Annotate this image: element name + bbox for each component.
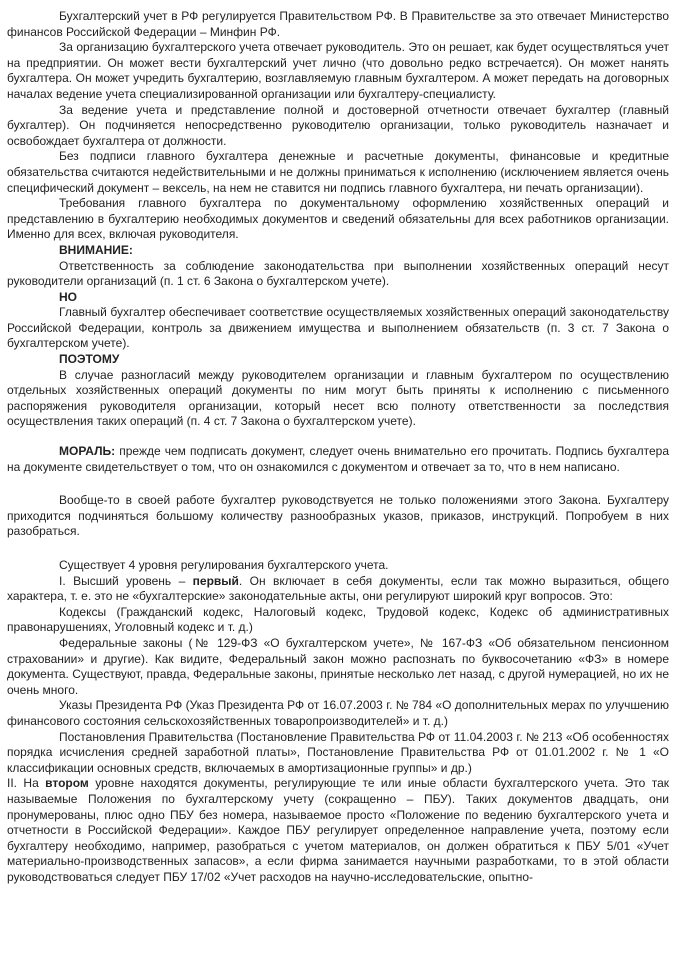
paragraph-text: Без подписи главного бухгалтера денежные и расчетные документы, финансовые и кредитные обязательства считаются недействительными и не должны приниматься к исполнению (исключением является очень специфический документ – вексель, на нем не ставится ни подпись главного бухгалтера, ни печать организации). xyxy=(7,149,669,195)
body-paragraph xyxy=(7,103,669,150)
body-paragraph xyxy=(7,493,669,540)
body-paragraph xyxy=(7,9,669,40)
body-paragraph xyxy=(7,698,669,729)
paragraph-text: . Он включает в себя документы, если так можно выразиться, общего характера, т. е. это не «бухгалтерские» законодательные акты, они регулируют широкий круг вопросов. Это: xyxy=(7,573,669,604)
paragraph-text: Указы Президента РФ (Указ Президента РФ от 16.07.2003 г. № 784 «О дополнительных мерах по улучшению финансового состояния сельскохозяйственных товаропроизводителей» и т. д.) xyxy=(7,698,669,728)
paragraph-text: прежде чем подписать документ, следует очень внимательно его прочитать. Подпись бухгалтера на документе свидетельствует о том, что он ознакомился с документом и отвечает за то, что в нем написано. xyxy=(7,444,669,474)
body-paragraph xyxy=(7,305,669,352)
body-paragraph xyxy=(7,196,669,243)
body-paragraph xyxy=(7,605,669,636)
paragraph-text: II. На xyxy=(7,776,46,791)
paragraph-text: Федеральные законы (№ 129-ФЗ «О бухгалтерском учете», № 167-ФЗ «Об обязательном пенсионном страховании» и другие). Как видите, Федеральный закон можно распознать по буквосочетанию «ФЗ» в номере документа. Существуют, правда, Федеральные законы, принятые несколько лет назад, с другой нумерацией, но их не очень много. xyxy=(7,635,669,697)
paragraph-text: Ответственность за соблюдение законодательства при выполнении хозяйственных операций несут руководители организаций (п. 1 ст. 6 Закона о бухгалтерском учете). xyxy=(7,258,669,289)
body-paragraph xyxy=(7,444,669,475)
paragraph-text: Кодексы (Гражданский кодекс, Налоговый кодекс, Трудовой кодекс, Кодекс об административных правонарушениях, Уголовный кодекс и т. д.) xyxy=(7,604,669,635)
paragraph-text: Вообще-то в своей работе бухгалтер руководствуется не только положениями этого Закона. Бухгалтеру приходится подчиняться большому количеству разнообразных указов, приказов, инструкций. Попробуем в них разобраться. xyxy=(7,493,669,539)
paragraph-spacer xyxy=(7,540,669,558)
paragraph-text: В случае разногласий между руководителем организации и главным бухгалтером по осуществлению отдельных хозяйственных операций документы по ним могут быть приняты к исполнению с письменного распоряжения руководителя организации, который несет всю полноту ответственности за последствия осуществления таких операций (п. 4 ст. 7 Закона о бухгалтерском учете). xyxy=(7,367,669,429)
paragraph-text: Бухгалтерский учет в РФ регулируется Правительством РФ. В Правительстве за это отвечает Министерство финансов Российской Федерации – Минфин РФ. xyxy=(7,9,669,39)
bold-text: первый xyxy=(192,573,239,588)
paragraph-text: Требования главного бухгалтера по документальному оформлению хозяйственных операций и представлению в бухгалтерию необходимых документов и сведений обязательны для всех работников организации. Именно для всех, включая руководителя. xyxy=(7,196,669,242)
paragraph-text: I. Высший уровень – xyxy=(59,573,193,588)
body-paragraph xyxy=(7,368,669,430)
section-heading: ВНИМАНИЕ: xyxy=(59,242,133,257)
body-paragraph xyxy=(7,636,669,698)
body-paragraph xyxy=(7,574,669,605)
paragraph-text: За организацию бухгалтерского учета отвечает руководитель. Это он решает, как будет осуществляться учет на предприятии. Он может вести бухгалтерский учет лично (что довольно редко встречается). Он может нанять бухгалтера. Он может учредить бухгалтерию, возглавляемую главным бухгалтером. А может передать на договорных началах ведение учета специализированной организации или бухгалтеру-специалисту. xyxy=(7,40,669,101)
body-paragraph xyxy=(7,149,669,196)
paragraph-text: Постановления Правительства (Постановление Правительства РФ от 11.04.2003 г. № 213 «Об особенностях порядка исчисления средней заработной платы», Постановление Правительства РФ от 01.01.2002 г. № 1 «О классификации основных средств, включаемых в амортизационные группы» и др.) xyxy=(7,729,669,775)
paragraph-text: Главный бухгалтер обеспечивает соответствие осуществляемых хозяйственных операций законодательству Российской Федерации, контроль за движением имущества и выполнением обязательств (п. 3 ст. 7 Закона о бухгалтерском учете). xyxy=(7,305,669,351)
bold-text: МОРАЛЬ: xyxy=(59,444,116,459)
body-paragraph xyxy=(7,558,669,574)
paragraph-text: уровне находятся документы, регулирующие те или иные области бухгалтерского учета. Это так называемые Положения по бухгалтерскому учету (сокращенно – ПБУ). Таких документов двадцать, они пронумерованы, плюс одно ПБУ без номера, называемое просто «Положение по ведению бухгалтерского учета и отчетности в Российской Федерации». Каждое ПБУ регулирует определенное направление учета, поэтому если бухгалтеру необходимо, например, разобраться с учетом материалов, он должен обратиться к ПБУ 5/01 «Учет материально-производственных запасов», а если фирма занимается научными разработками, то в этой области руководствоваться следует ПБУ 17/02 «Учет расходов на научно-исследовательские, опытно- xyxy=(7,776,670,884)
body-paragraph xyxy=(7,730,669,777)
paragraph-spacer xyxy=(7,430,669,444)
paragraph-text: За ведение учета и представление полной и достоверной отчетности отвечает бухгалтер (главный бухгалтер). Он подчиняется непосредственно руководителю организации, только руководитель назначает и освобождает бухгалтера от должности. xyxy=(7,102,669,148)
body-paragraph xyxy=(7,776,669,885)
body-paragraph xyxy=(7,40,669,102)
paragraph-spacer xyxy=(7,475,669,493)
section-heading: ПОЭТОМУ xyxy=(59,352,120,367)
section-heading: НО xyxy=(59,289,77,304)
bold-text: втором xyxy=(45,776,89,791)
paragraph-text: Существует 4 уровня регулирования бухгалтерского учета. xyxy=(59,558,389,572)
body-paragraph xyxy=(7,259,669,290)
